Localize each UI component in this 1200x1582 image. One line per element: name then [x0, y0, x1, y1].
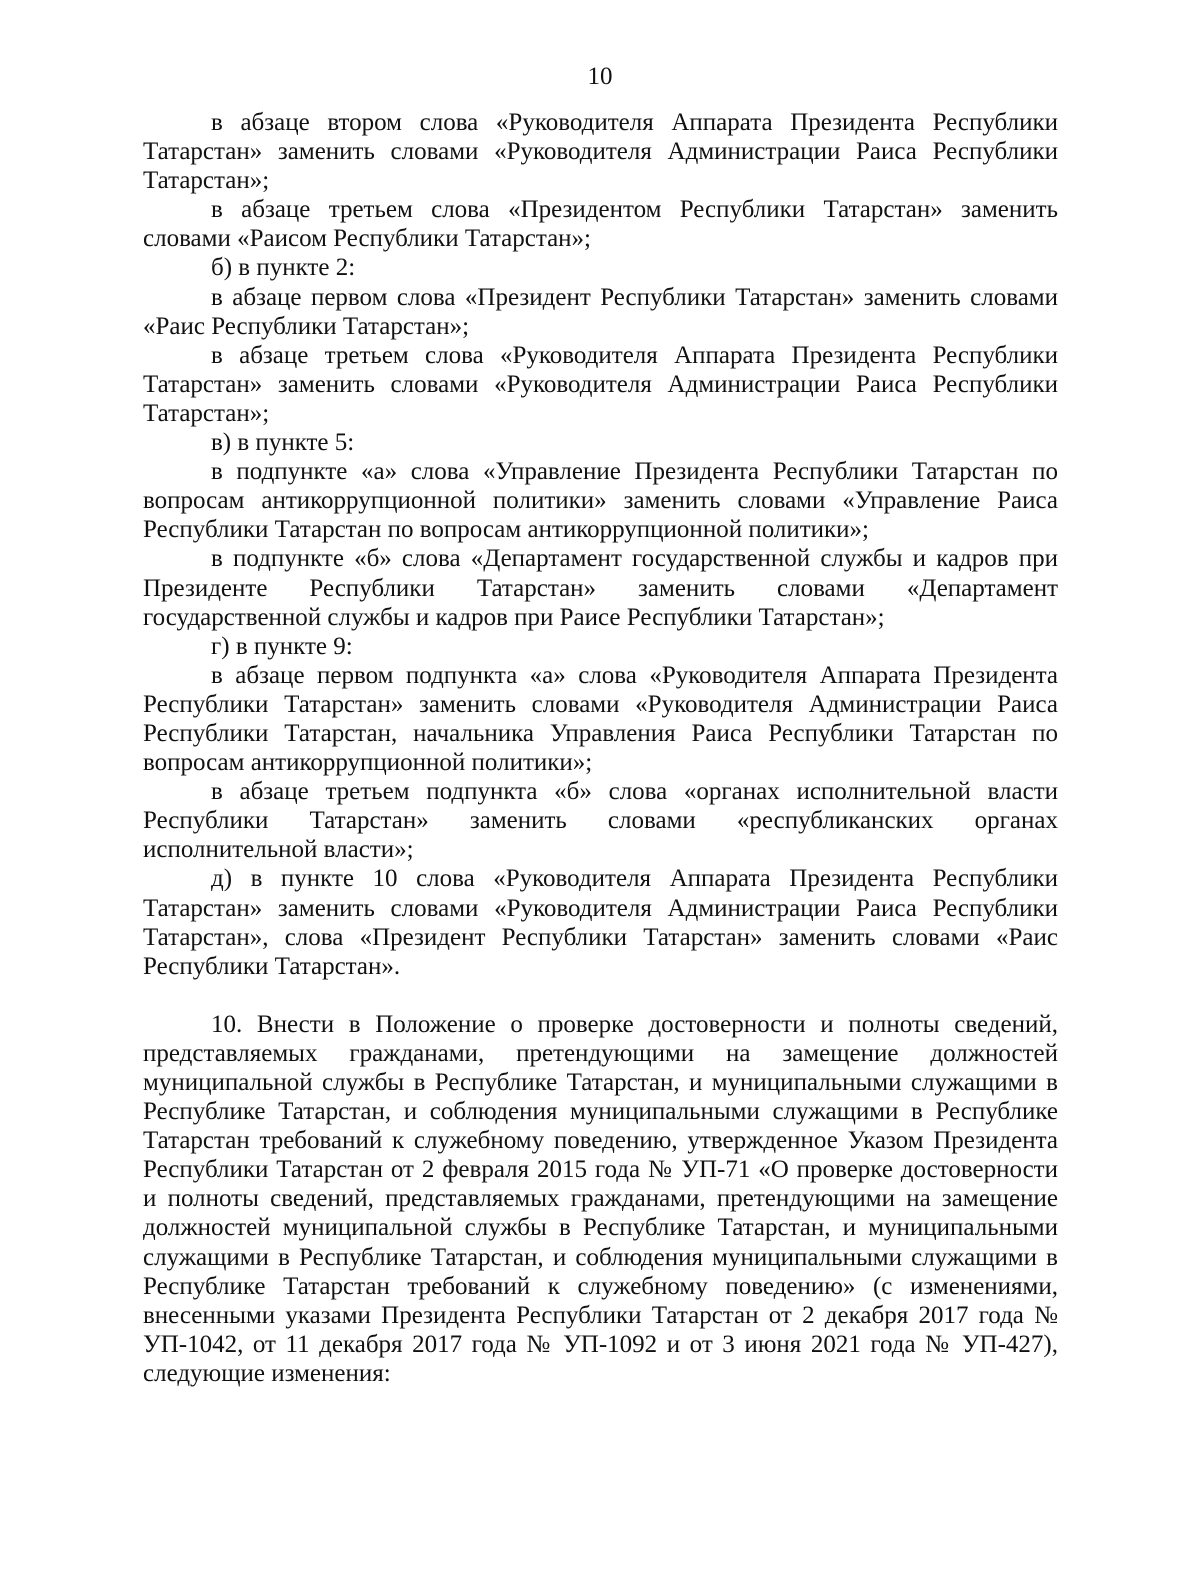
paragraph: д) в пункте 10 слова «Руководителя Аппарата Президента Республики Татарстан» заменить словами «Руководителя Администрации Раиса Республики Татарстан», слова «Президент Республики Татарстан» заменить словами «Раис Республики Татарстан». [143, 865, 1058, 980]
paragraph: в абзаце первом подпункта «а» слова «Руководителя Аппарата Президента Республики Татарстан» заменить словами «Руководителя Администрации Раиса Республики Татарстан, начальника Управления Раиса Республики Татарстан по вопросам антикоррупционной политики»; [143, 661, 1058, 777]
subclause-heading: в) в пункте 5: [211, 429, 355, 457]
paragraph: в абзаце третьем подпункта «б» слова «органах исполнительной власти Республики Татарстан» заменить словами «республиканских органах исполнительной власти»; [143, 778, 1058, 864]
document-body [143, 108, 1058, 1388]
page-number: 10 [587, 63, 613, 90]
paragraph: в подпункте «а» слова «Управление Президента Республики Татарстан по вопросам антикоррупционной политики» заменить словами «Управление Раиса Республики Татарстан по вопросам антикоррупционной политики»; [143, 458, 1058, 544]
paragraph: в абзаце втором слова «Руководителя Аппарата Президента Республики Татарстан» заменить словами «Руководителя Администрации Раиса Республики Татарстан»; [143, 109, 1058, 195]
subclause-heading: г) в пункте 9: [211, 632, 353, 660]
paragraph: в подпункте «б» слова «Департамент государственной службы и кадров при Президенте Республики Татарстан» заменить словами «Департамент государственной службы и кадров при Раисе Республики Татарстан»; [143, 545, 1058, 631]
paragraph: в абзаце первом слова «Президент Республики Татарстан» заменить словами «Раис Республики Татарстан»; [143, 283, 1058, 340]
paragraph: в абзаце третьем слова «Президентом Республики Татарстан» заменить словами «Раисом Республики Татарстан»; [143, 196, 1058, 253]
clause-10-paragraph: 10. Внести в Положение о проверке достоверности и полноты сведений, представляемых гражданами, претендующими на замещение должностей муниципальной службы в Республике Татарстан, и муниципальными служащими в Республике Татарстан, и соблюдения муниципальными служащими в Республике Татарстан требований к служебному поведению, утвержденное Указом Президента Республики Татарстан от 2 февраля 2015 года № УП-71 «О проверке достоверности и полноты сведений, представляемых гражданами, претендующими на замещение должностей муниципальной службы в Республике Татарстан, и муниципальными служащими в Республике Татарстан, и соблюдения муниципальными служащими в Республике Татарстан требований к служебному поведению» (с изменениями, внесенными указами Президента Республики Татарстан от 2 декабря 2017 года № УП-1042, от 11 декабря 2017 года № УП-1092 и от 3 июня 2021 года № УП-427), следующие изменения: [143, 1010, 1058, 1387]
subclause-heading: б) в пункте 2: [211, 254, 356, 282]
paragraph: в абзаце третьем слова «Руководителя Аппарата Президента Республики Татарстан» заменить словами «Руководителя Администрации Раиса Республики Татарстан»; [143, 341, 1058, 427]
